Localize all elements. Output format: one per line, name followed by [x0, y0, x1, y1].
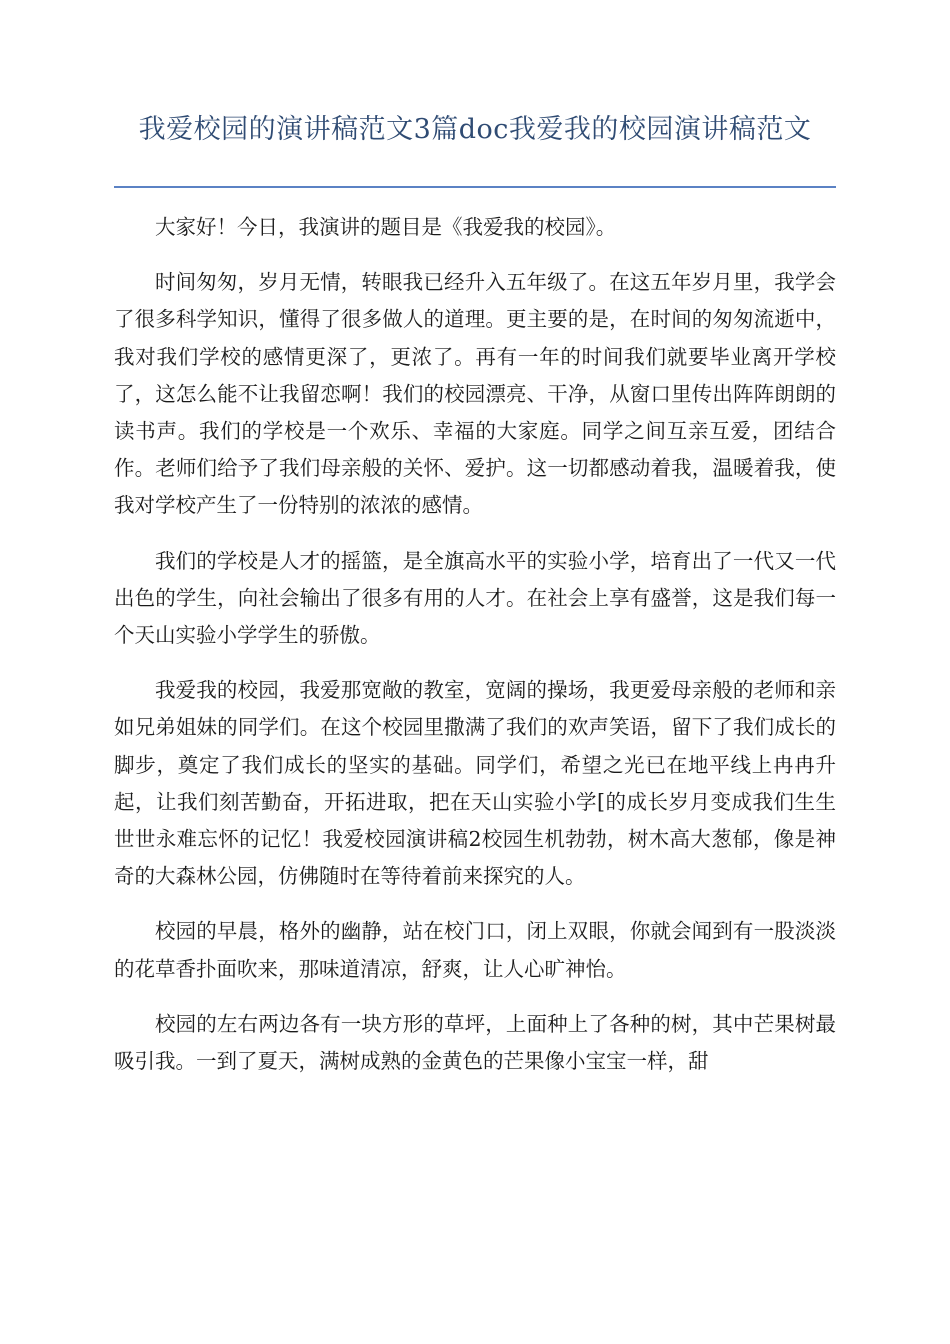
paragraph-1: 大家好！今日，我演讲的题目是《我爱我的校园》。	[155, 215, 617, 239]
paragraph-3: 我们的学校是人才的摇篮，是全旗高水平的实验小学，培育出了一代又一代出色的学生，向社会输出了很多有用的人才。在社会上享有盛誉，这是我们每一个天山实验小学学生的骄傲。	[114, 548, 836, 648]
paragraph-2: 时间匆匆，岁月无情，转眼我已经升入五年级了。在这五年岁月里，我学会了很多科学知识，懂得了很多做人的道理。更主要的是，在时间的匆匆流逝中，我对我们学校的感情更深了，更浓了。再有一年的时间我们就要毕业离开学校了，这怎么能不让我留恋啊！我们的校园漂亮、干净，从窗口里传出阵阵朗朗的读书声。我们的学校是一个欢乐、幸福的大家庭。同学之间互亲互爱，团结合作。老师们给予了我们母亲般的关怀、爱护。这一切都感动着我，温暖着我，使我对学校产生了一份特别的浓浓的感情。	[114, 270, 836, 518]
paragraph-4: 我爱我的校园，我爱那宽敞的教室，宽阔的操场，我更爱母亲般的老师和亲如兄弟姐妹的同学们。在这个校园里撒满了我们的欢声笑语，留下了我们成长的脚步，奠定了我们成长的坚实的基础。同学们，希望之光已在地平线上冉冉升起，让我们刻苦勤奋，开拓进取，把在天山实验小学[的成长岁月变成我们生生世世永难忘怀的记忆！我爱校园演讲稿2校园生机勃勃，树木高大葱郁，像是神奇的大森林公园，仿佛随时在等待着前来探究的人。	[114, 678, 836, 889]
paragraph-5: 校园的早晨，格外的幽静，站在校门口，闭上双眼，你就会闻到有一股淡淡的花草香扑面吹来，那味道清凉，舒爽，让人心旷神怡。	[114, 919, 836, 981]
paragraph-6: 校园的左右两边各有一块方形的草坪，上面种上了各种的树，其中芒果树最吸引我。一到了夏天，满树成熟的金黄色的芒果像小宝宝一样，甜	[114, 1011, 836, 1074]
document-body	[114, 209, 836, 1098]
document-title: 我爱校园的演讲稿范文3篇doc我爱我的校园演讲稿范文	[138, 114, 812, 145]
title-underline	[114, 186, 836, 188]
